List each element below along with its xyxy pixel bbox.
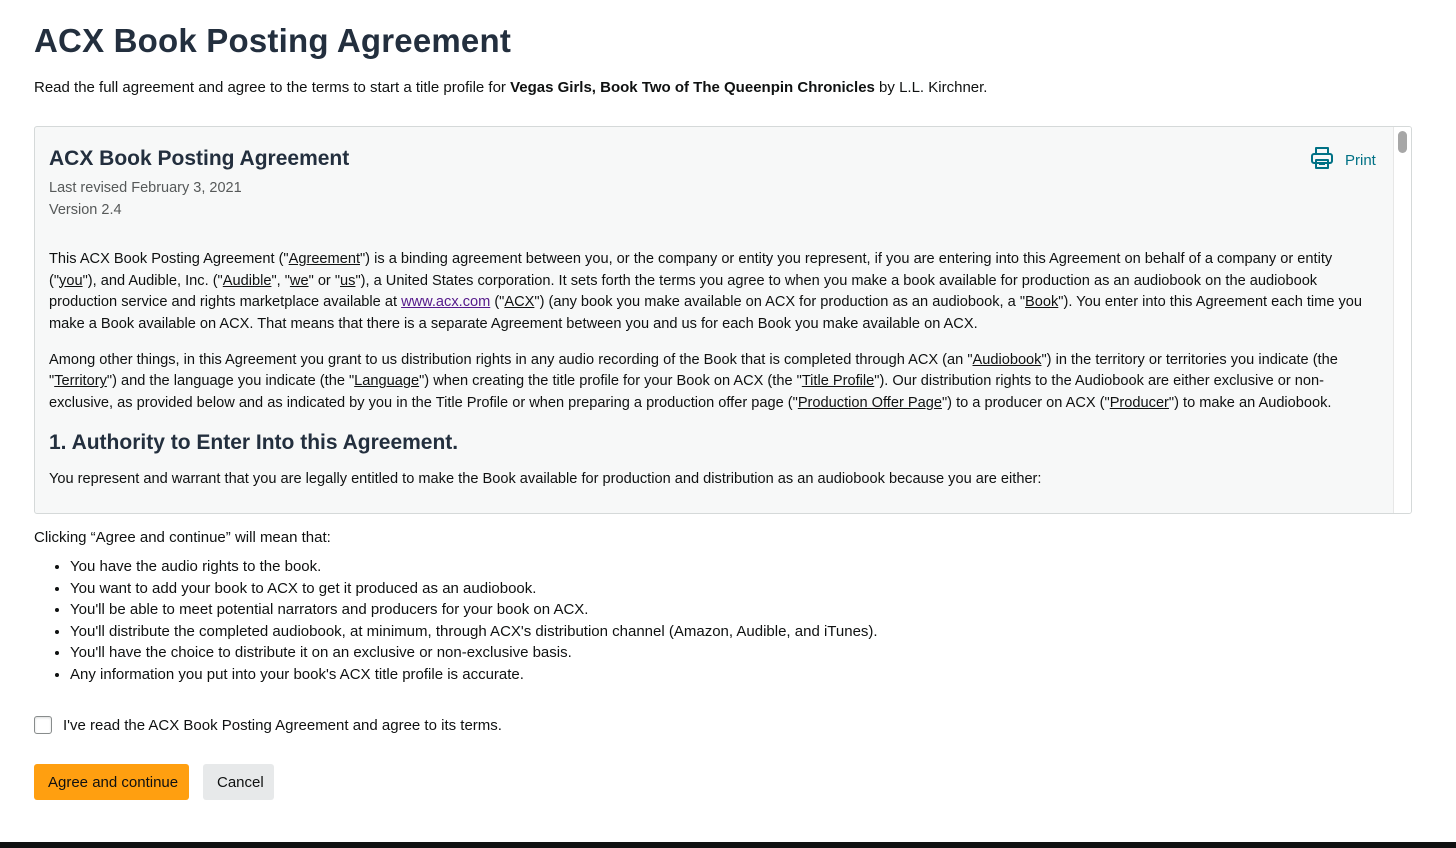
list-item: • You'll distribute the completed audiobook, at minimum, through ACX's distribution channel (Amazon, Audible, and iTunes). <box>70 621 878 643</box>
term-audible: Audible <box>222 272 272 289</box>
version: Version 2.4 <box>49 202 122 218</box>
term-title-profile: Title Profile <box>801 373 875 390</box>
agreement-title: ACX Book Posting Agreement <box>49 147 350 170</box>
list-item: • You'll be able to meet potential narrators and producers for your book on ACX. <box>70 599 878 621</box>
term-acx: ACX <box>504 294 535 311</box>
agreement-body <box>49 249 1369 505</box>
term-us: us <box>340 272 356 289</box>
term-we: we <box>289 272 309 289</box>
agree-checkbox-label[interactable]: I've read the ACX Book Posting Agreement and agree to its terms. <box>63 716 502 734</box>
term-audiobook: Audiobook <box>972 351 1042 368</box>
footer-bar <box>0 842 1456 848</box>
term-book: Book <box>1025 294 1059 311</box>
agreement-paragraph: This ACX Book Posting Agreement ("Agreement") is a binding agreement between you, or the company or entity you represent, if you are entering into this Agreement on behalf of a company or entity ("you"), and Audible, Inc. ("Audible", "we" or "us"), a United States corporation. It sets forth the terms you agree to when you make a book available for production as an audiobook on the audiobook production service and rights marketplace available at www.acx.com ("ACX") (any book you make available on ACX for production as an audiobook, a "Book"). You enter into this Agreement each time you make a Book available on ACX. That means that there is a separate Agreement between you and us for each Book you make available on ACX. <box>49 251 1363 332</box>
cancel-button[interactable]: Cancel <box>203 764 274 800</box>
term-production-offer-page: Production Offer Page <box>797 395 942 412</box>
agree-checkbox-row[interactable] <box>34 714 502 736</box>
term-agreement: Agreement <box>288 251 360 267</box>
term-producer: Producer <box>1109 395 1169 412</box>
section-text: You represent and warrant that you are legally entitled to make the Book available for production and distribution as an audiobook because you are either: <box>49 471 1042 488</box>
page-title: ACX Book Posting Agreement <box>34 22 512 59</box>
agree-checkbox[interactable] <box>34 716 52 734</box>
consent-list <box>34 556 878 686</box>
term-language: Language <box>354 373 420 390</box>
consent-lead: Clicking “Agree and continue” will mean that: <box>34 529 331 546</box>
print-button[interactable] <box>1310 147 1376 173</box>
term-territory: Territory <box>54 373 107 390</box>
list-item: • You'll have the choice to distribute it on an exclusive or non-exclusive basis. <box>70 642 878 664</box>
list-item: • You want to add your book to ACX to get it produced as an audiobook. <box>70 578 878 600</box>
printer-icon <box>1310 146 1334 174</box>
last-revised: Last revised February 3, 2021 <box>49 180 242 196</box>
print-label: Print <box>1345 151 1376 169</box>
acx-link[interactable]: www.acx.com <box>401 294 491 311</box>
term-you: you <box>59 272 83 289</box>
scrollbar-thumb[interactable] <box>1398 131 1407 153</box>
section-title: 1. Authority to Enter Into this Agreement. <box>49 431 459 455</box>
intro-text: Read the full agreement and agree to the terms to start a title profile for Vegas Girls, Book Two of The Queenpin Chronicles by L.L. Kirchner. <box>34 79 988 96</box>
scrollbar-track[interactable] <box>1393 127 1411 513</box>
agreement-scroll-box[interactable] <box>34 126 1412 514</box>
agreement-paragraph: Among other things, in this Agreement you grant to us distribution rights in any audio recording of the Book that is completed through ACX (an "Audiobook") in the territory or territories you indicate (the "Territory") and the language you indicate (the "Language") when creating the title profile for your Book on ACX (the "Title Profile"). Our distribution rights to the Audiobook are either exclusive or non-exclusive, as provided below and as indicated by you in the Title Profile or when preparing a production offer page ("Production Offer Page") to a producer on ACX ("Producer") to make an Audiobook. <box>49 351 1338 412</box>
book-title: Vegas Girls, Book Two of The Queenpin Chronicles <box>510 79 875 96</box>
author-name: L.L. Kirchner. <box>899 79 988 96</box>
list-item: • You have the audio rights to the book. <box>70 556 878 578</box>
agree-and-continue-button[interactable]: Agree and continue <box>34 764 189 800</box>
list-item: • Any information you put into your book's ACX title profile is accurate. <box>70 664 878 686</box>
